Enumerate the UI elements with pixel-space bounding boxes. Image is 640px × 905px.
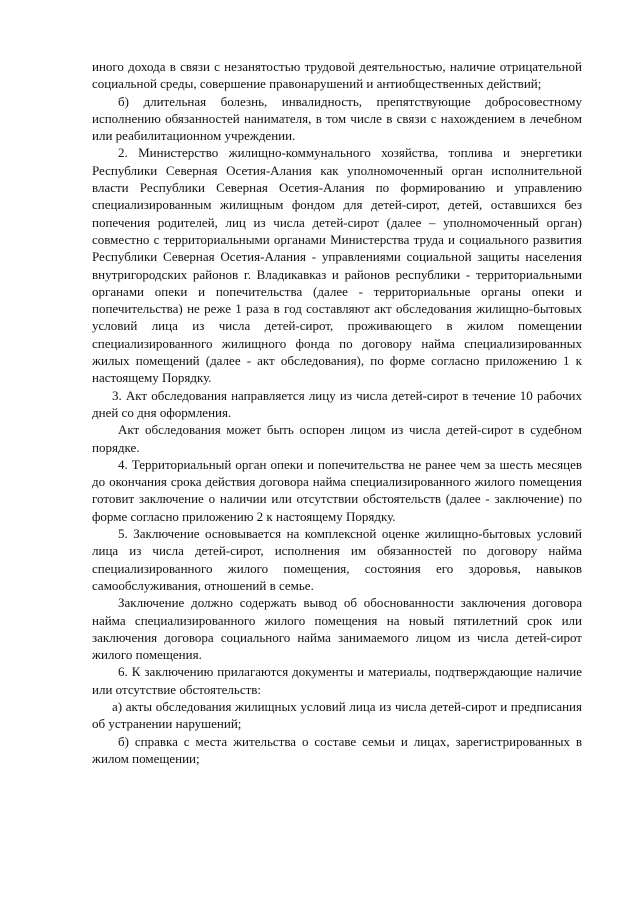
paragraph-item-3: 3. Акт обследования направляется лицу из числа детей-сирот в течение 10 рабочих дней со дня оформления. (92, 387, 582, 420)
document-page (92, 58, 582, 767)
paragraph-conclusion-content: Заключение должно содержать вывод об обоснованности заключения договора найма специализированного жилого помещения на новый пятилетний срок или заключения договора социального найма занимаемого лицом из числа детей-сирот жилого помещения. (92, 595, 582, 663)
paragraph-income-continuation: иного дохода в связи с незанятостью трудовой деятельностью, наличие отрицательной социальной среды, совершение правонарушений и антиобщественных действий; (92, 59, 582, 92)
paragraph-item-4: 4. Территориальный орган опеки и попечительства не ранее чем за шесть месяцев до окончания срока действия договора найма специализированного жилого помещения готовит заключение о наличии или отсутствии обстоятельств (далее - заключение) по форме согласно приложению 2 к настоящему Порядку. (92, 456, 582, 524)
paragraph-item-2: 2. Министерство жилищно-коммунального хозяйства, топлива и энергетики Республики Северная Осетия-Алания как уполномоченный орган исполнительной власти Республики Северная Осетия-Алания по формированию и управлению специализированным жилищным фондом для детей-сирот, детей, оставшихся без попечения родителей, лиц из числа детей-сирот (далее – уполномоченный орган) совместно с территориальными органами Министерства труда и социального развития Республики Северная Осетия-Алания - управлениями социальной защиты населения внутригородских районов г. Владикавказ и районов республики - территориальными органами опеки и попечительства (далее - территориальные органы опеки и попечительства) не реже 1 раза в год составляют акт обследования жилищно-бытовых условий лица из числа детей-сирот, проживающего в жилом помещении специализированного жилищного фонда по договору найма специализированных жилых помещений (далее - акт обследования), по форме согласно приложению 1 к настоящему Порядку. (92, 145, 582, 386)
paragraph-illness: б) длительная болезнь, инвалидность, препятствующие добросовестному исполнению обязанностей нанимателя, в том числе в связи с нахождением в лечебном или реабилитационном учреждении. (92, 93, 582, 144)
paragraph-subitem-a: а) акты обследования жилищных условий лица из числа детей-сирот и предписания об устранении нарушений; (92, 698, 582, 732)
paragraph-item-5: 5. Заключение основывается на комплексной оценке жилищно-бытовых условий лица из числа детей-сирот, исполнения им обязанностей по договору найма специализированного жилого помещения, состояния его здоровья, навыков самообслуживания, отношений в семье. (92, 526, 582, 593)
paragraph-item-6: 6. К заключению прилагаются документы и материалы, подтверждающие наличие или отсутствие обстоятельств: (92, 664, 582, 697)
paragraph-act-appeal: Акт обследования может быть оспорен лицом из числа детей-сирот в судебном порядке. (92, 422, 582, 455)
paragraph-subitem-b: б) справка с места жительства о составе семьи и лицах, зарегистрированных в жилом помещении; (92, 733, 582, 766)
